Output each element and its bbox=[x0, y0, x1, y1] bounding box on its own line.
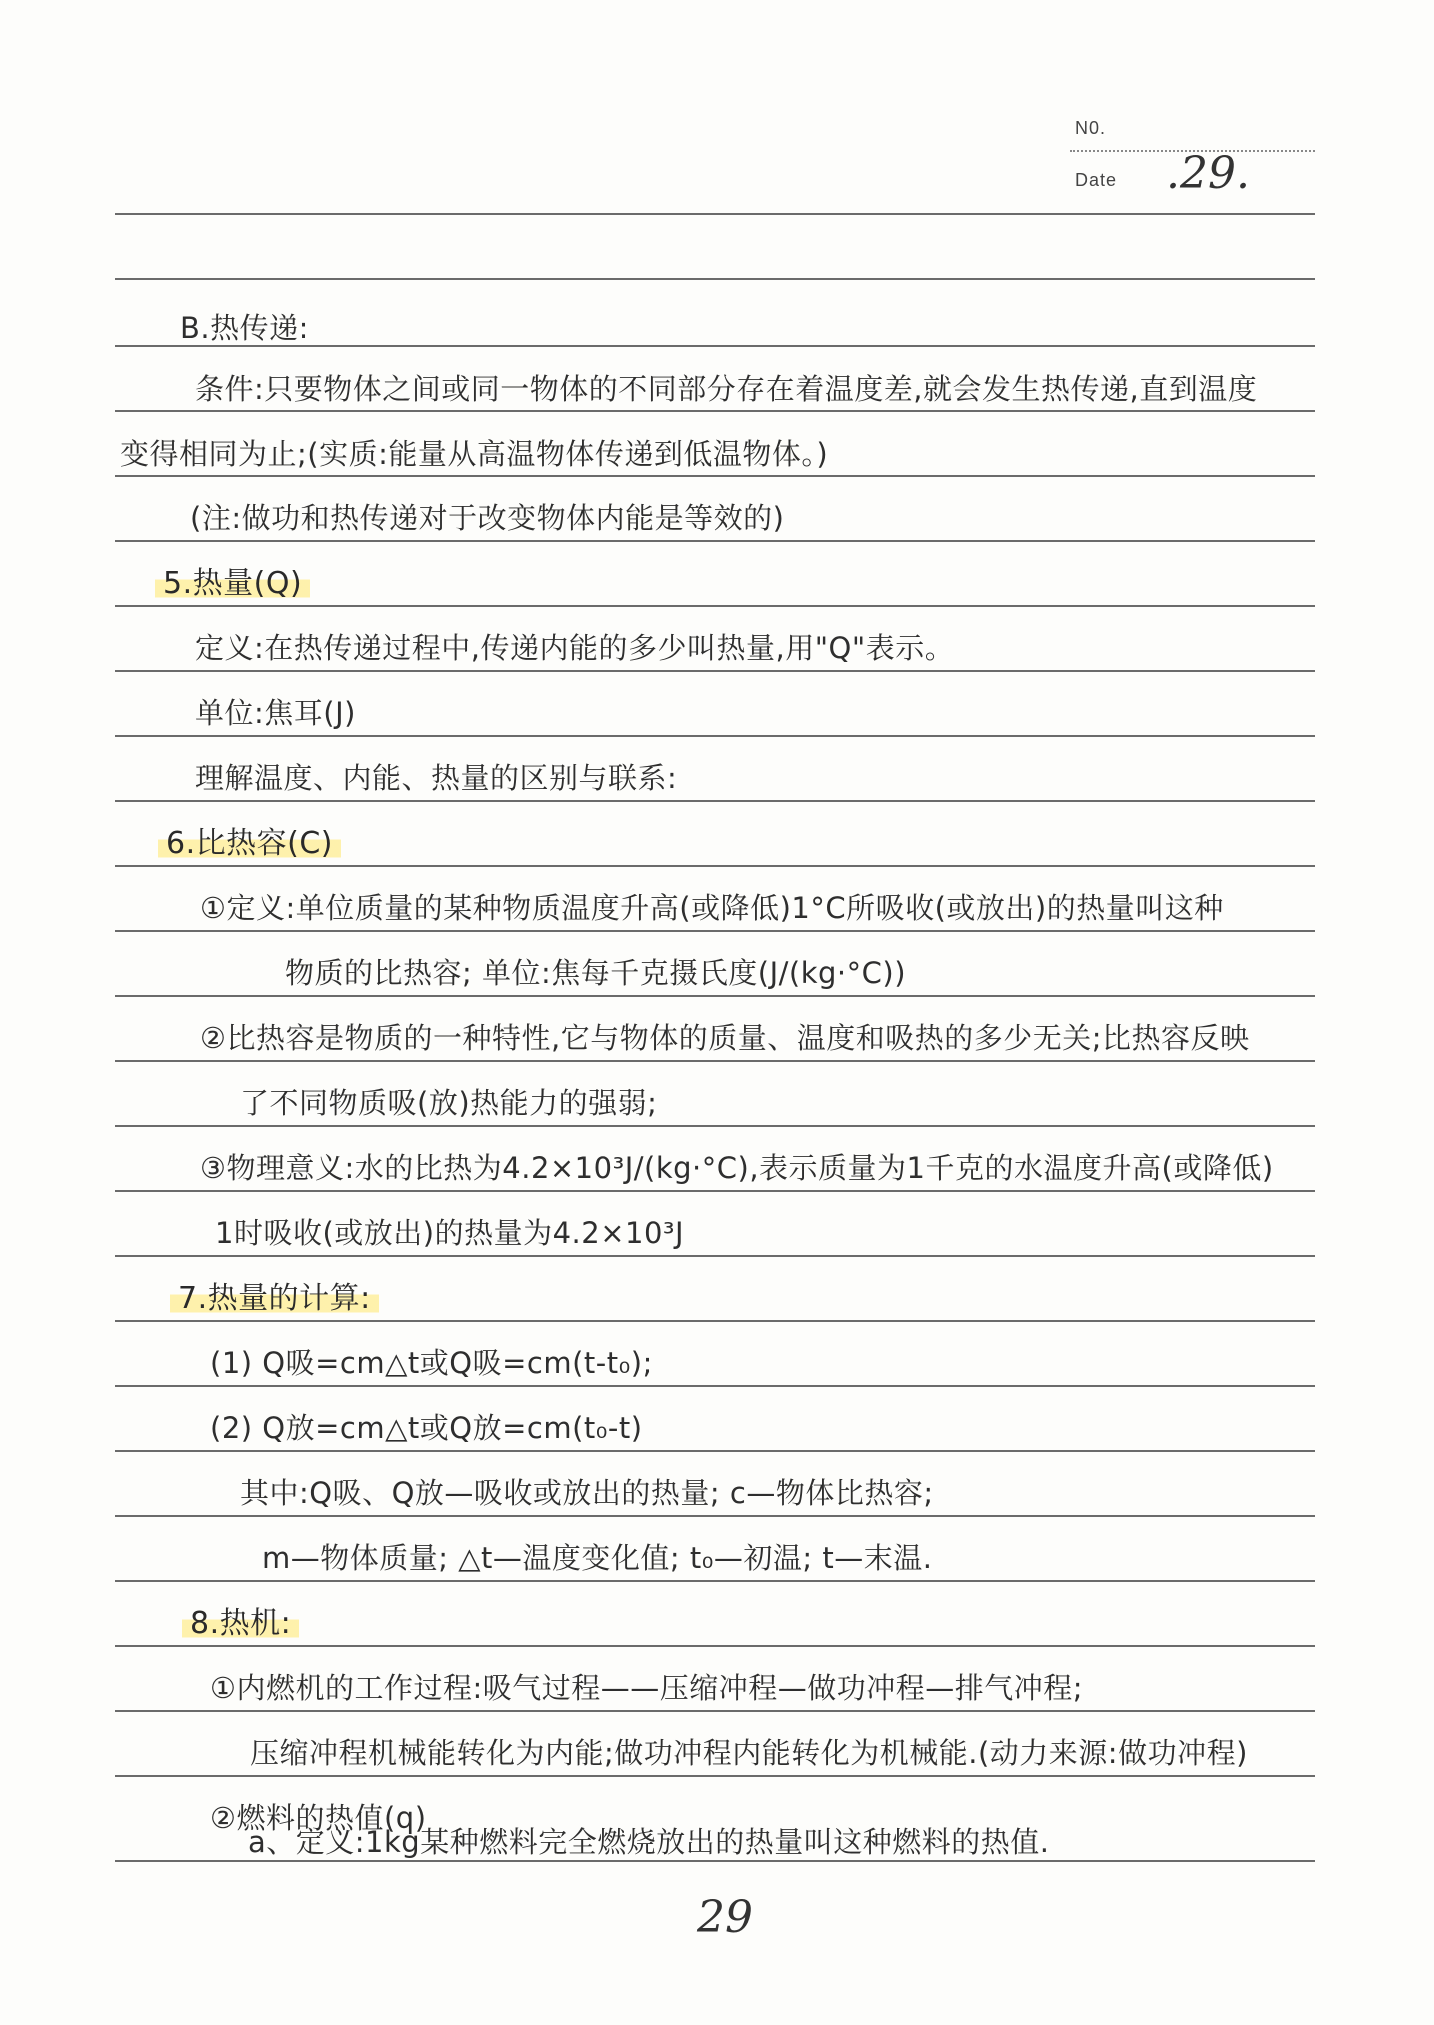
ruled-line bbox=[115, 1860, 1315, 1862]
text-line: 条件:只要物体之间或同一物体的不同部分存在着温度差,就会发生热传递,直到温度 bbox=[195, 372, 1258, 406]
ruled-line bbox=[115, 278, 1315, 280]
ruled-line bbox=[115, 670, 1315, 672]
ruled-line bbox=[115, 1125, 1315, 1127]
section-heading: 6.比热容(C) bbox=[158, 829, 341, 859]
section-heading: 8.热机: bbox=[182, 1609, 299, 1639]
formula-line: (2) Q放=cm△t或Q放=cm(t₀-t) bbox=[210, 1411, 643, 1445]
page-header bbox=[1070, 118, 1320, 208]
section-heading: 7.热量的计算: bbox=[170, 1284, 379, 1314]
text-line: ②比热容是物质的一种特性,它与物体的质量、温度和吸热的多少无关;比热容反映 bbox=[200, 1021, 1250, 1055]
ruled-line bbox=[115, 1190, 1315, 1192]
ruled-line bbox=[115, 1320, 1315, 1322]
ruled-line bbox=[115, 1645, 1315, 1647]
text-line: m—物体质量; △t—温度变化值; t₀—初温; t—末温. bbox=[262, 1541, 933, 1575]
ruled-line bbox=[115, 475, 1315, 477]
ruled-line bbox=[115, 1060, 1315, 1062]
date-label: Date bbox=[1075, 170, 1118, 190]
ruled-line bbox=[115, 1580, 1315, 1582]
ruled-line bbox=[115, 1255, 1315, 1257]
text-line: 其中:Q吸、Q放—吸收或放出的热量; c—物体比热容; bbox=[240, 1476, 934, 1510]
ruled-line bbox=[115, 605, 1315, 607]
ruled-line bbox=[115, 800, 1315, 802]
no-label: N0. bbox=[1075, 118, 1107, 138]
text-line: ①定义:单位质量的某种物质温度升高(或降低)1°C所吸收(或放出)的热量叫这种 bbox=[200, 891, 1224, 925]
page-number: 29 bbox=[697, 1892, 753, 1943]
ruled-line bbox=[115, 410, 1315, 412]
text-line: 定义:在热传递过程中,传递内能的多少叫热量,用"Q"表示。 bbox=[195, 631, 955, 665]
text-line: 单位:焦耳(J) bbox=[195, 696, 356, 730]
ruled-line bbox=[115, 930, 1315, 932]
text-line: 物质的比热容; 单位:焦每千克摄氏度(J/(kg·°C)) bbox=[285, 956, 907, 990]
ruled-line bbox=[115, 1450, 1315, 1452]
text-line: ①内燃机的工作过程:吸气过程——压缩冲程—做功冲程—排气冲程; bbox=[210, 1671, 1084, 1705]
ruled-line bbox=[115, 1775, 1315, 1777]
section-heading: 5.热量(Q) bbox=[155, 569, 310, 599]
ruled-line bbox=[115, 213, 1315, 215]
ruled-line bbox=[115, 1710, 1315, 1712]
ruled-line bbox=[115, 995, 1315, 997]
text-line: ③物理意义:水的比热为4.2×10³J/(kg·°C),表示质量为1千克的水温度升高(或降低) bbox=[200, 1151, 1274, 1185]
text-line: a、定义:1kg某种燃料完全燃烧放出的热量叫这种燃料的热值. bbox=[248, 1825, 1050, 1859]
ruled-line bbox=[115, 865, 1315, 867]
text-line: B.热传递: bbox=[180, 311, 309, 345]
ruled-line bbox=[115, 1515, 1315, 1517]
text-line: 1时吸收(或放出)的热量为4.2×10³J bbox=[215, 1216, 685, 1250]
text-line: 理解温度、内能、热量的区别与联系: bbox=[195, 761, 678, 795]
ruled-line bbox=[115, 345, 1315, 347]
ruled-line bbox=[115, 735, 1315, 737]
formula-line: (1) Q吸=cm△t或Q吸=cm(t-t₀); bbox=[210, 1346, 653, 1380]
text-line: 了不同物质吸(放)热能力的强弱; bbox=[240, 1086, 658, 1120]
text-line: ②燃料的热值(q) bbox=[210, 1801, 427, 1835]
ruled-line bbox=[115, 1385, 1315, 1387]
ruled-line bbox=[115, 540, 1315, 542]
text-line: 压缩冲程机械能转化为内能;做功冲程内能转化为机械能.(动力来源:做功冲程) bbox=[250, 1736, 1248, 1770]
text-line: (注:做功和热传递对于改变物体内能是等效的) bbox=[190, 501, 785, 535]
text-line: 变得相同为止;(实质:能量从高温物体传递到低温物体。) bbox=[120, 437, 829, 471]
date-value: .29. bbox=[1166, 148, 1250, 199]
